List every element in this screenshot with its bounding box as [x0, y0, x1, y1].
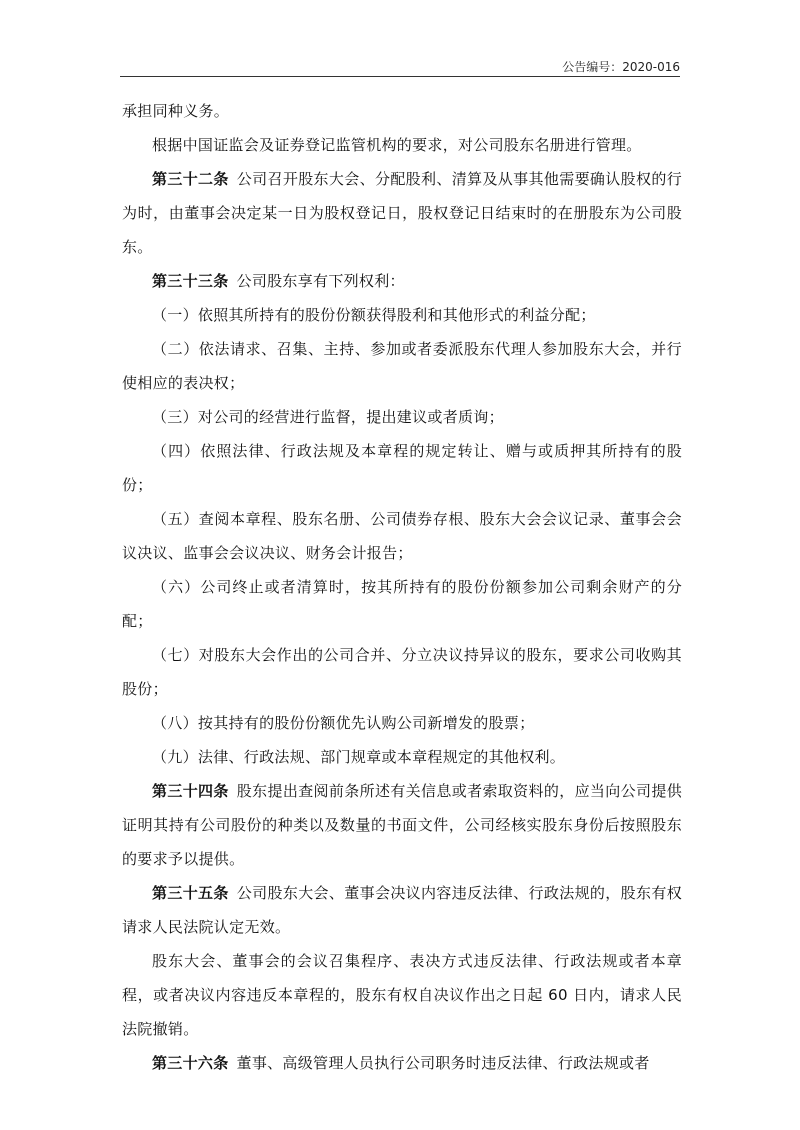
list-item: [122, 570, 682, 638]
paragraph-text: 根据中国证监会及证券登记监管机构的要求，对公司股东名册进行管理。: [152, 136, 642, 154]
list-item: [122, 502, 682, 570]
paragraph: [122, 94, 682, 128]
paragraph-text: 股东提出查阅前条所述有关信息或者索取资料的，应当向公司提供证明其持有公司股份的种类以及数量的书面文件，公司经核实股东身份后按照股东的要求予以提供。: [122, 782, 682, 868]
list-item: [122, 332, 682, 400]
article-paragraph: [122, 876, 682, 944]
paragraph-text: 董事、高级管理人员执行公司职务时违反法律、行政法规或者: [236, 1054, 650, 1072]
paragraph-text: 股东大会、董事会的会议召集程序、表决方式违反法律、行政法规或者本章程，或者决议内容违反本章程的，股东有权自决议作出之日起 60 日内，请求人民法院撤销。: [122, 952, 682, 1038]
article-number: 第三十三条: [152, 272, 229, 290]
list-item: [122, 298, 682, 332]
article-number: 第三十二条: [152, 170, 229, 188]
article-paragraph: [122, 774, 682, 876]
article-number: 第三十四条: [152, 782, 229, 800]
paragraph-text: 公司股东大会、董事会决议内容违反法律、行政法规的，股东有权请求人民法院认定无效。: [122, 884, 682, 936]
paragraph: [122, 944, 682, 1046]
page-header: [120, 56, 680, 77]
article-paragraph: [122, 1046, 682, 1080]
paragraph-text: （六）公司终止或者清算时，按其所持有的股份份额参加公司剩余财产的分配；: [122, 578, 682, 630]
paragraph-text: 公司召开股东大会、分配股利、清算及从事其他需要确认股权的行为时，由董事会决定某一日为股权登记日，股权登记日结束时的在册股东为公司股东。: [122, 170, 682, 256]
list-item: [122, 740, 682, 774]
paragraph-text: （二）依法请求、召集、主持、参加或者委派股东代理人参加股东大会，并行使相应的表决权；: [122, 340, 682, 392]
paragraph-text: 公司股东享有下列权利：: [236, 272, 405, 290]
paragraph: [122, 128, 682, 162]
list-item: [122, 434, 682, 502]
list-item: [122, 638, 682, 706]
list-item: [122, 706, 682, 740]
list-item: [122, 400, 682, 434]
paragraph-text: （九）法律、行政法规、部门规章或本章程规定的其他权利。: [152, 748, 566, 766]
paragraph-text: （七）对股东大会作出的公司合并、分立决议持异议的股东，要求公司收购其股份；: [122, 646, 682, 698]
paragraph-text: （四）依照法律、行政法规及本章程的规定转让、赠与或质押其所持有的股份；: [122, 442, 682, 494]
article-paragraph: [122, 162, 682, 264]
paragraph-text: 承担同种义务。: [122, 102, 230, 120]
document-body: [122, 94, 682, 1080]
paragraph-text: （三）对公司的经营进行监督，提出建议或者质询；: [152, 408, 504, 426]
paragraph-text: （八）按其持有的股份份额优先认购公司新增发的股票；: [152, 714, 535, 732]
article-paragraph: [122, 264, 682, 298]
paragraph-text: （五）查阅本章程、股东名册、公司债券存根、股东大会会议记录、董事会会议决议、监事会会议决议、财务会计报告；: [122, 510, 682, 562]
article-number: 第三十六条: [152, 1054, 229, 1072]
paragraph-text: （一）依照其所持有的股份份额获得股利和其他形式的利益分配；: [152, 306, 596, 324]
article-number: 第三十五条: [152, 884, 229, 902]
announcement-code: 公告编号：2020-016: [562, 60, 680, 74]
